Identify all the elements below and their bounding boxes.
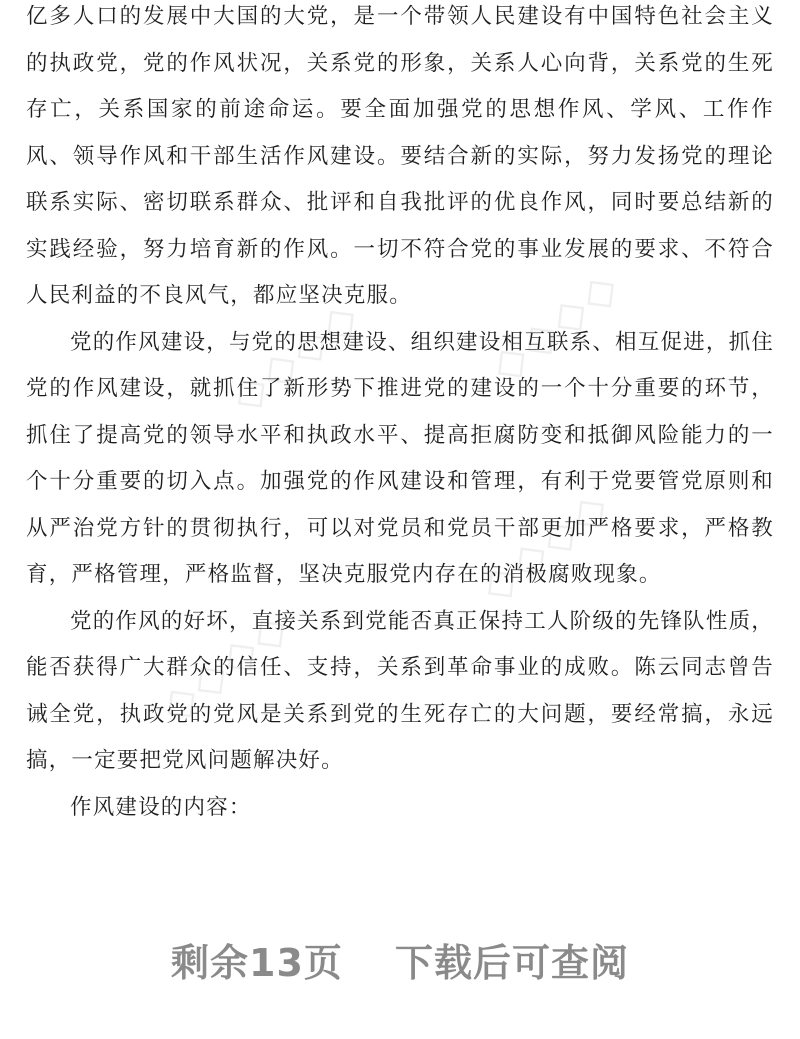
watermark: ◇◇◇◇ — [220, 288, 372, 423]
section-heading-style-content: 作风建设的内容： — [70, 794, 252, 820]
watermark: ◇◇◇◇ — [470, 478, 622, 613]
remaining-pages-count[interactable]: 剩余13页 — [171, 941, 343, 985]
watermark: ◇◇◇◇ — [150, 598, 302, 733]
paragraph-style-importance: 党的作风的好坏，直接关系到党能否真正保持工人阶级的先锋队性质，能否获得广大群众的信任、支持，关系到革命事业的成败。陈云同志曾告诫全党，执政党的党风是关系到党的生死存亡的大问题，要经常搞，永远搞，一定要把党风问题解决好。 — [26, 608, 774, 773]
document-body — [26, 0, 774, 831]
paragraph-style-building: 党的作风建设，与党的思想建设、组织建设相互联系、相互促进，抓住党的作风建设，就抓住了新形势下推进党的建设的一个十分重要的环节，抓住了提高党的领导水平和执政水平、提高拒腐防变和抵御风险能力的一个十分重要的切入点。加强党的作风建设和管理，有利于党要管党原则和从严治党方针的贯彻执行，可以对党员和党员干部更加严格要求，严格教育，严格管理，严格监督，坚决克服党内存在的消极腐败现象。 — [26, 329, 774, 587]
watermark: ◇◇◇◇ — [480, 258, 632, 393]
remaining-pages-banner[interactable] — [0, 932, 800, 987]
download-to-read-text[interactable]: 下载后可查阅 — [394, 941, 629, 985]
paragraph-continued: 亿多人口的发展中大国的大党，是一个带领人民建设有中国特色社会主义的执政党，党的作风状况，关系党的形象，关系人心向背，关系党的生死存亡，关系国家的前途命运。要全面加强党的思想作风、学风、工作作风、领导作风和干部生活作风建设。要结合新的实际，努力发扬党的理论联系实际、密切联系群众、批评和自我批评的优良作风，同时要总结新的实践经验，努力培育新的作风。一切不符合党的事业发展的要求、不符合人民利益的不良风气，都应坚决克服。 — [26, 4, 774, 308]
